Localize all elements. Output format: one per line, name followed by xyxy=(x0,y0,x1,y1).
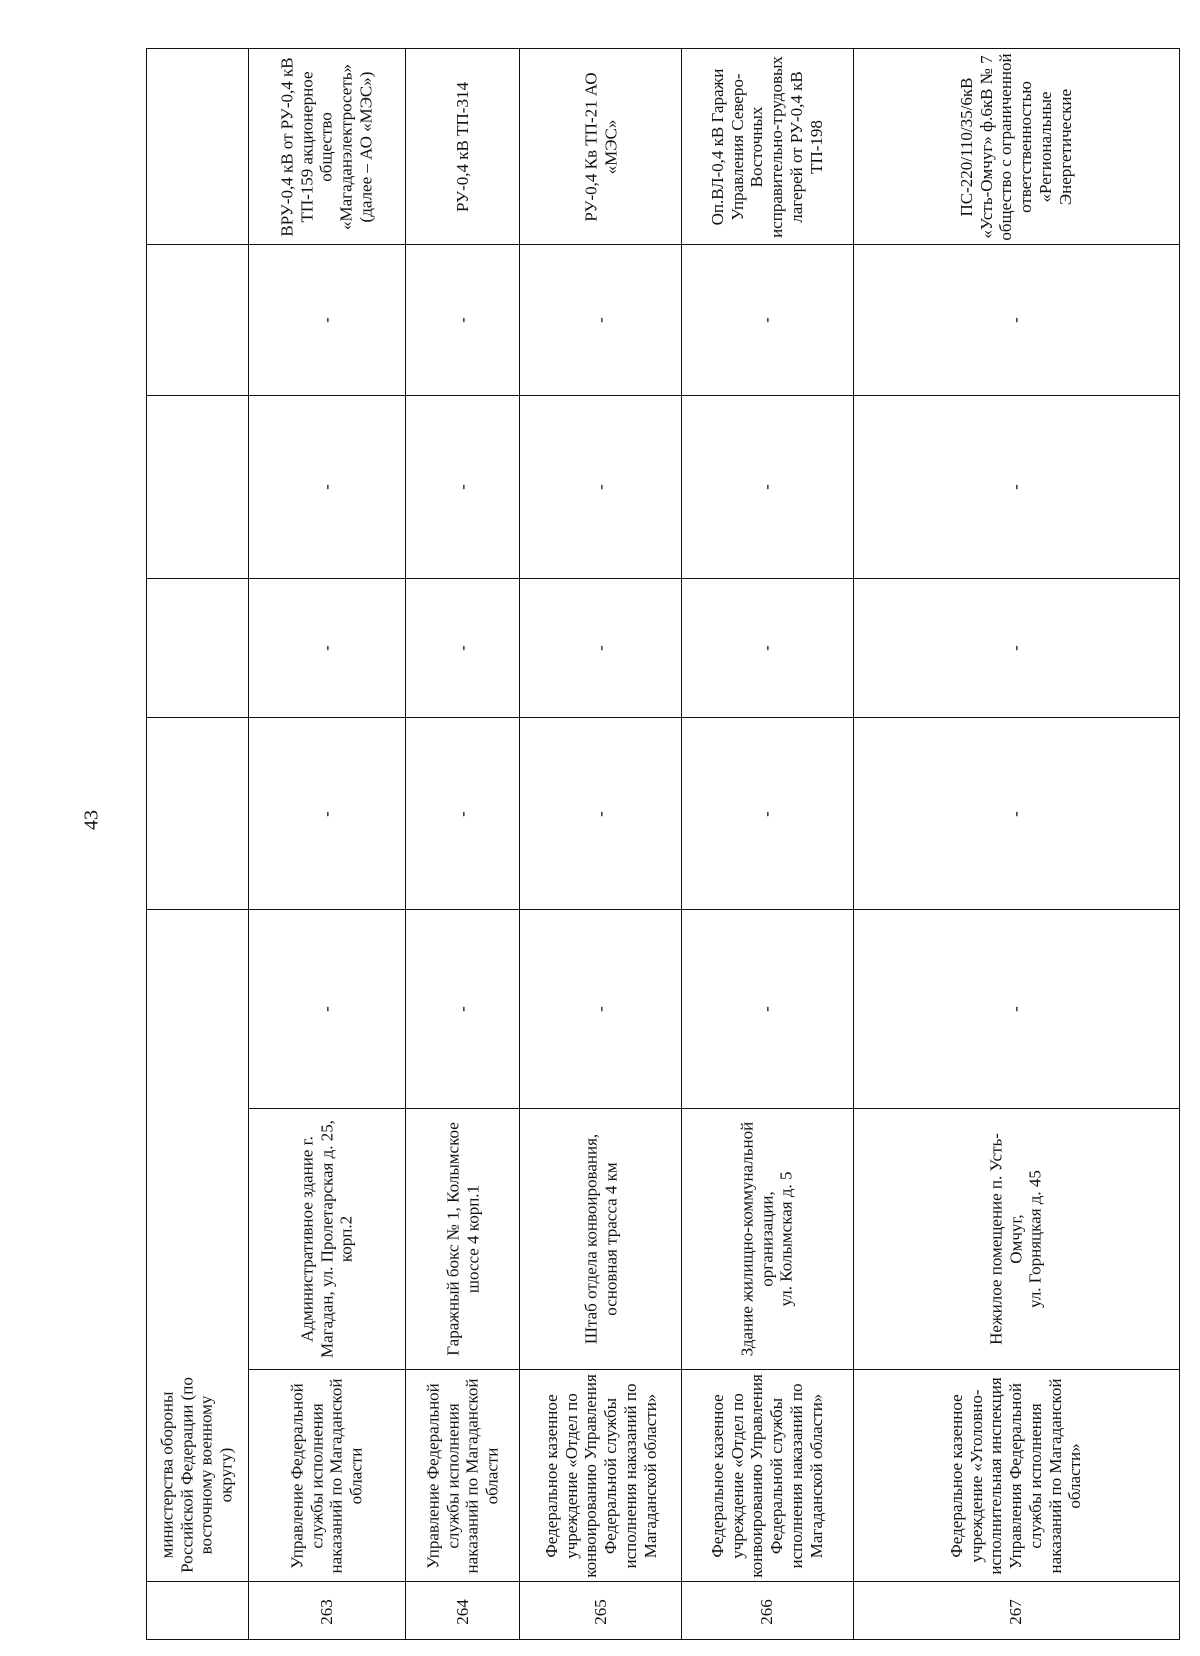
cell-number xyxy=(854,1581,1179,1641)
cell-dash xyxy=(520,578,681,717)
cell-empty xyxy=(147,395,248,578)
cell-source xyxy=(854,49,1179,244)
table-row xyxy=(682,49,854,1639)
cell-dash xyxy=(682,909,853,1108)
dash-text: - xyxy=(317,484,337,490)
dash-text: - xyxy=(317,645,337,651)
cell-number xyxy=(147,1581,248,1641)
cell-dash xyxy=(249,909,406,1108)
cell-dash xyxy=(249,717,406,909)
dash-text: - xyxy=(1006,1006,1026,1012)
cell-empty xyxy=(147,909,248,1108)
dash-text: - xyxy=(453,1006,473,1012)
object-text: Здание жилищно-коммунальной организации, ул. Колымская д. 5 xyxy=(737,1121,797,1357)
source-text: ПС-220/110/35/6кВ «Усть-Омчуг» ф.6кВ № 7 общество с ограниченной ответственностью «Региональные Энергетические xyxy=(957,52,1075,241)
cell-number xyxy=(520,1581,681,1641)
organization-text: Федеральное казенное учреждение «Отдел по конвоированию Управления Федеральной службы исполнения наказаний по Магаданской области» xyxy=(708,1373,826,1578)
cell-dash xyxy=(854,717,1179,909)
cell-organization xyxy=(147,1369,248,1581)
dash-text: - xyxy=(590,484,610,490)
dash-text: - xyxy=(1006,317,1026,323)
cell-number xyxy=(249,1581,406,1641)
dash-text: - xyxy=(453,645,473,651)
cell-number xyxy=(406,1581,519,1641)
cell-dash xyxy=(249,395,406,578)
dash-text: - xyxy=(453,810,473,817)
cell-dash xyxy=(520,717,681,909)
organization-text: Федеральное казенное учреждение «Отдел по конвоированию Управления Федеральной службы исполнения наказаний по Магаданской области» xyxy=(541,1373,660,1578)
cell-object xyxy=(406,1108,519,1369)
dash-text: - xyxy=(757,645,777,651)
cell-dash xyxy=(682,395,853,578)
organization-text: Управление Федеральной службы исполнения наказаний по Магаданской области xyxy=(423,1378,502,1573)
cell-object xyxy=(854,1108,1179,1369)
cell-organization xyxy=(520,1369,681,1581)
cell-dash xyxy=(249,578,406,717)
dash-text: - xyxy=(757,810,777,817)
dash-text: - xyxy=(317,810,337,817)
source-text: РУ-0,4 Кв ТП-21 АО «МЭС» xyxy=(580,71,620,222)
cell-source xyxy=(520,49,681,244)
cell-dash xyxy=(520,395,681,578)
cell-empty xyxy=(147,717,248,909)
cell-object xyxy=(682,1108,853,1369)
dash-text: - xyxy=(317,317,337,323)
row-number: 266 xyxy=(757,1598,777,1625)
organization-text: Федеральное казенное учреждение «Уголовно-исполнительная инспекция Управления Федеральной службы исполнения наказаний по Магаданской области» xyxy=(947,1376,1085,1575)
cell-number xyxy=(682,1581,853,1641)
page-number: 43 xyxy=(80,810,103,830)
cell-object xyxy=(147,1108,248,1369)
table-row xyxy=(249,49,407,1639)
cell-dash xyxy=(854,395,1179,578)
dash-text: - xyxy=(1006,810,1026,817)
dash-text: - xyxy=(590,1006,610,1012)
cell-source xyxy=(147,49,248,244)
dash-text: - xyxy=(590,810,610,817)
cell-organization xyxy=(249,1369,406,1581)
row-number: 267 xyxy=(1006,1598,1026,1625)
dash-text: - xyxy=(590,645,610,651)
cell-source xyxy=(406,49,519,244)
cell-dash xyxy=(406,909,519,1108)
object-text: Штаб отдела конвоирования, основная трасса 4 км xyxy=(580,1133,620,1345)
object-text: Гаражный бокс № 1, Колымское шоссе 4 корп.1 xyxy=(443,1122,482,1356)
table-row xyxy=(406,49,520,1639)
cell-object xyxy=(249,1108,406,1369)
row-number: 264 xyxy=(453,1598,473,1625)
source-text: Оп.ВЛ-0,4 кВ Гаражи Управления Северо-Восточных исправительно-трудовых лагерей от РУ-0,4 кВ ТП-198 xyxy=(708,55,826,238)
cell-object xyxy=(520,1108,681,1369)
cell-dash xyxy=(854,578,1179,717)
dash-text: - xyxy=(757,317,777,323)
cell-dash xyxy=(682,244,853,395)
dash-text: - xyxy=(757,1006,777,1012)
dash-text: - xyxy=(1006,645,1026,651)
cell-dash xyxy=(406,717,519,909)
dash-text: - xyxy=(453,317,473,323)
table-row xyxy=(520,49,682,1639)
cell-empty xyxy=(147,244,248,395)
cell-dash xyxy=(520,244,681,395)
organization-text: Управление Федеральной службы исполнения наказаний по Магаданской области xyxy=(287,1378,366,1573)
dash-text: - xyxy=(453,484,473,490)
dash-text: - xyxy=(317,1006,337,1012)
table-row-continuation xyxy=(147,49,249,1639)
cell-dash xyxy=(406,244,519,395)
cell-organization xyxy=(682,1369,853,1581)
cell-dash xyxy=(854,244,1179,395)
dash-text: - xyxy=(590,317,610,323)
rotated-table xyxy=(146,48,1180,1640)
cell-dash xyxy=(854,909,1179,1108)
row-number: 263 xyxy=(317,1598,337,1625)
object-text: Нежилое помещение п. Усть-Омчуг, ул. Горняцкая д. 45 xyxy=(986,1133,1046,1345)
cell-empty xyxy=(147,578,248,717)
source-text: РУ-0,4 кВ ТП-314 xyxy=(453,81,473,212)
cell-organization xyxy=(854,1369,1179,1581)
source-text: ВРУ-0,4 кВ от РУ-0,4 кВ ТП-159 акционерное общество «Магаданэлектросеть» (далее – АО «МЭС») xyxy=(277,56,376,237)
cell-dash xyxy=(406,578,519,717)
dash-text: - xyxy=(757,484,777,490)
cell-source xyxy=(249,49,406,244)
cell-dash xyxy=(682,717,853,909)
dash-text: - xyxy=(1006,484,1026,490)
row-number: 265 xyxy=(590,1598,610,1625)
cell-dash xyxy=(520,909,681,1108)
organization-text: министерства обороны Российской Федерации (по восточному военному округу) xyxy=(157,1377,237,1573)
cell-dash xyxy=(682,578,853,717)
cell-organization xyxy=(406,1369,519,1581)
cell-dash xyxy=(249,244,406,395)
cell-dash xyxy=(406,395,519,578)
cell-source xyxy=(682,49,853,244)
table-row xyxy=(854,49,1179,1639)
object-text: Административное здание г. Магадан, ул. Пролетарская д. 25, корп.2 xyxy=(297,1119,356,1359)
